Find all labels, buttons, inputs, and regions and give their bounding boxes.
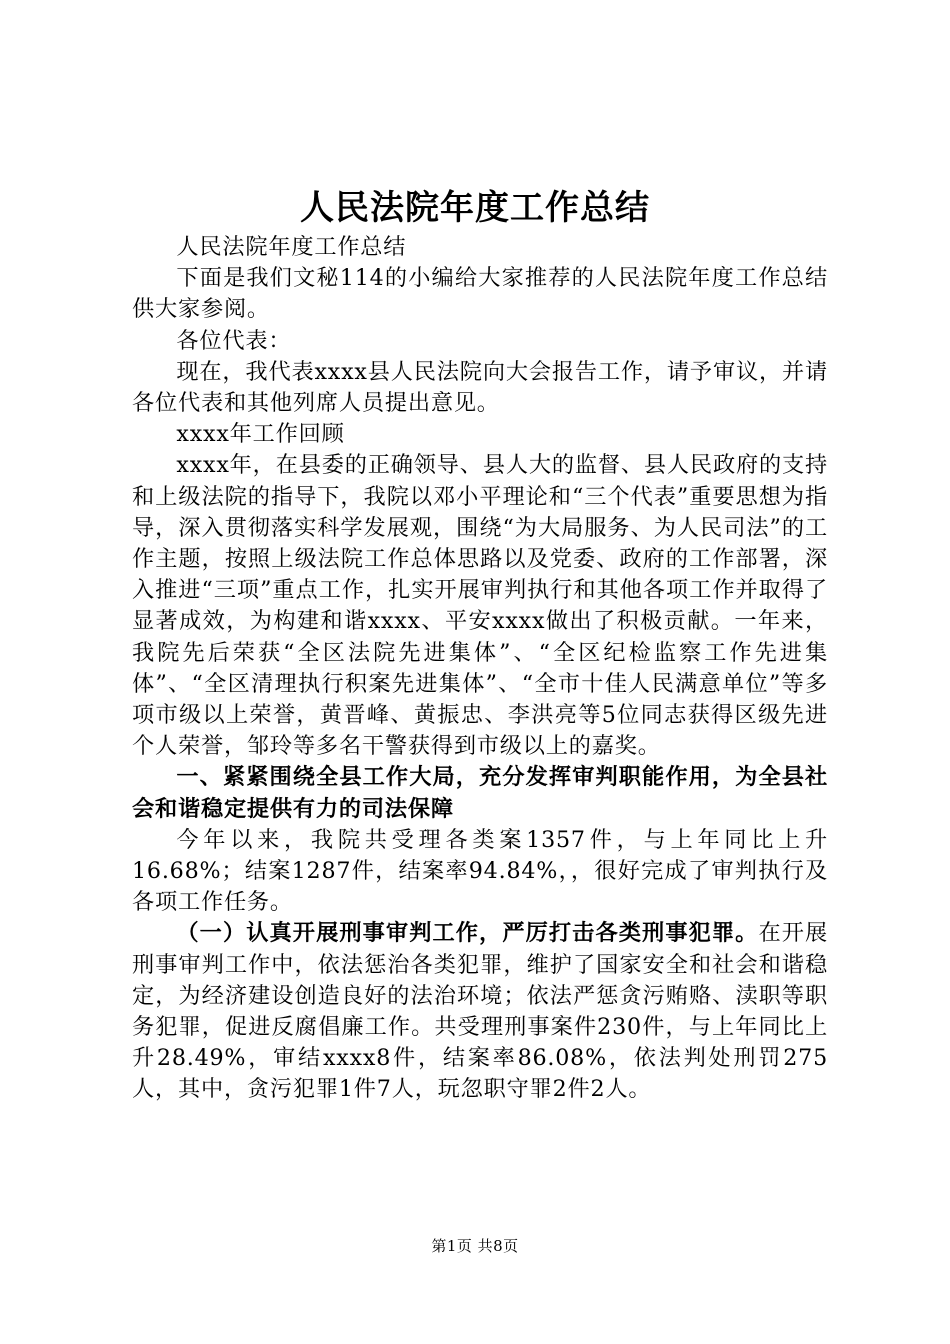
document-body bbox=[132, 232, 828, 1106]
paragraph-intro: 下面是我们文秘114的小编给大家推荐的人民法院年度工作总结供大家参阅。 bbox=[132, 265, 828, 323]
paragraph-salutation: 各位代表： bbox=[176, 327, 292, 354]
paragraph-review-heading: xxxx年工作回顾 bbox=[176, 421, 345, 448]
subsection-text: 在开展刑事审判工作中，依法惩治各类犯罪，维护了国家安全和社会和谐稳定，为经济建设创造良好的法治环境；依法严惩贪污贿赂、渎职等职务犯罪，促进反腐倡廉工作。共受理刑事案件230件，与上年同比上升28.49%，审结xxxx8件，结案率86.08%，依法判处刑罚275人，其中，贪污犯罪1件7人，玩忽职守罪2件2人。 bbox=[132, 920, 829, 1103]
document-title: 人民法院年度工作总结 bbox=[300, 188, 650, 228]
section-heading: 一、紧紧围绕全县工作大局，充分发挥审判职能作用，为全县社会和谐稳定提供有力的司法保障 bbox=[132, 764, 828, 822]
paragraph-criminal bbox=[132, 918, 828, 1105]
paragraph-review: xxxx年，在县委的正确领导、县人大的监督、县人民政府的支持和上级法院的指导下，我院以邓小平理论和“三个代表”重要思想为指导，深入贯彻落实科学发展观，围绕“为大局服务、为人民司法”的工作主题，按照上级法院工作总体思路以及党委、政府的工作部署，深入推进“三项”重点工作，扎实开展审判执行和其他各项工作并取得了显著成效，为构建和谐xxxx、平安xxxx做出了积极贡献。一年来，我院先后荣获“全区法院先进集体”、“全区纪检监察工作先进集体”、“全区清理执行积案先进集体”、“全市十佳人民满意单位”等多项市级以上荣誉，黄晋峰、黄振忠、李洪亮等5位同志获得区级先进个人荣誉，邹玲等多名干警获得到市级以上的嘉奖。 bbox=[132, 452, 828, 760]
paragraph-subtitle: 人民法院年度工作总结 bbox=[176, 234, 407, 260]
subsection-heading: （一）认真开展刑事审判工作，严厉打击各类刑事犯罪。 bbox=[176, 920, 759, 947]
paragraph-opening: 现在，我代表xxxx县人民法院向大会报告工作，请予审议，并请各位代表和其他列席人员提出意见。 bbox=[132, 358, 828, 417]
page-footer: 第1页 共8页 bbox=[431, 1237, 519, 1255]
paragraph-caseload: 今年以来，我院共受理各类案1357件，与上年同比上升16.68%；结案1287件，结案率94.84%，，很好完成了审判执行及各项工作任务。 bbox=[132, 826, 828, 916]
